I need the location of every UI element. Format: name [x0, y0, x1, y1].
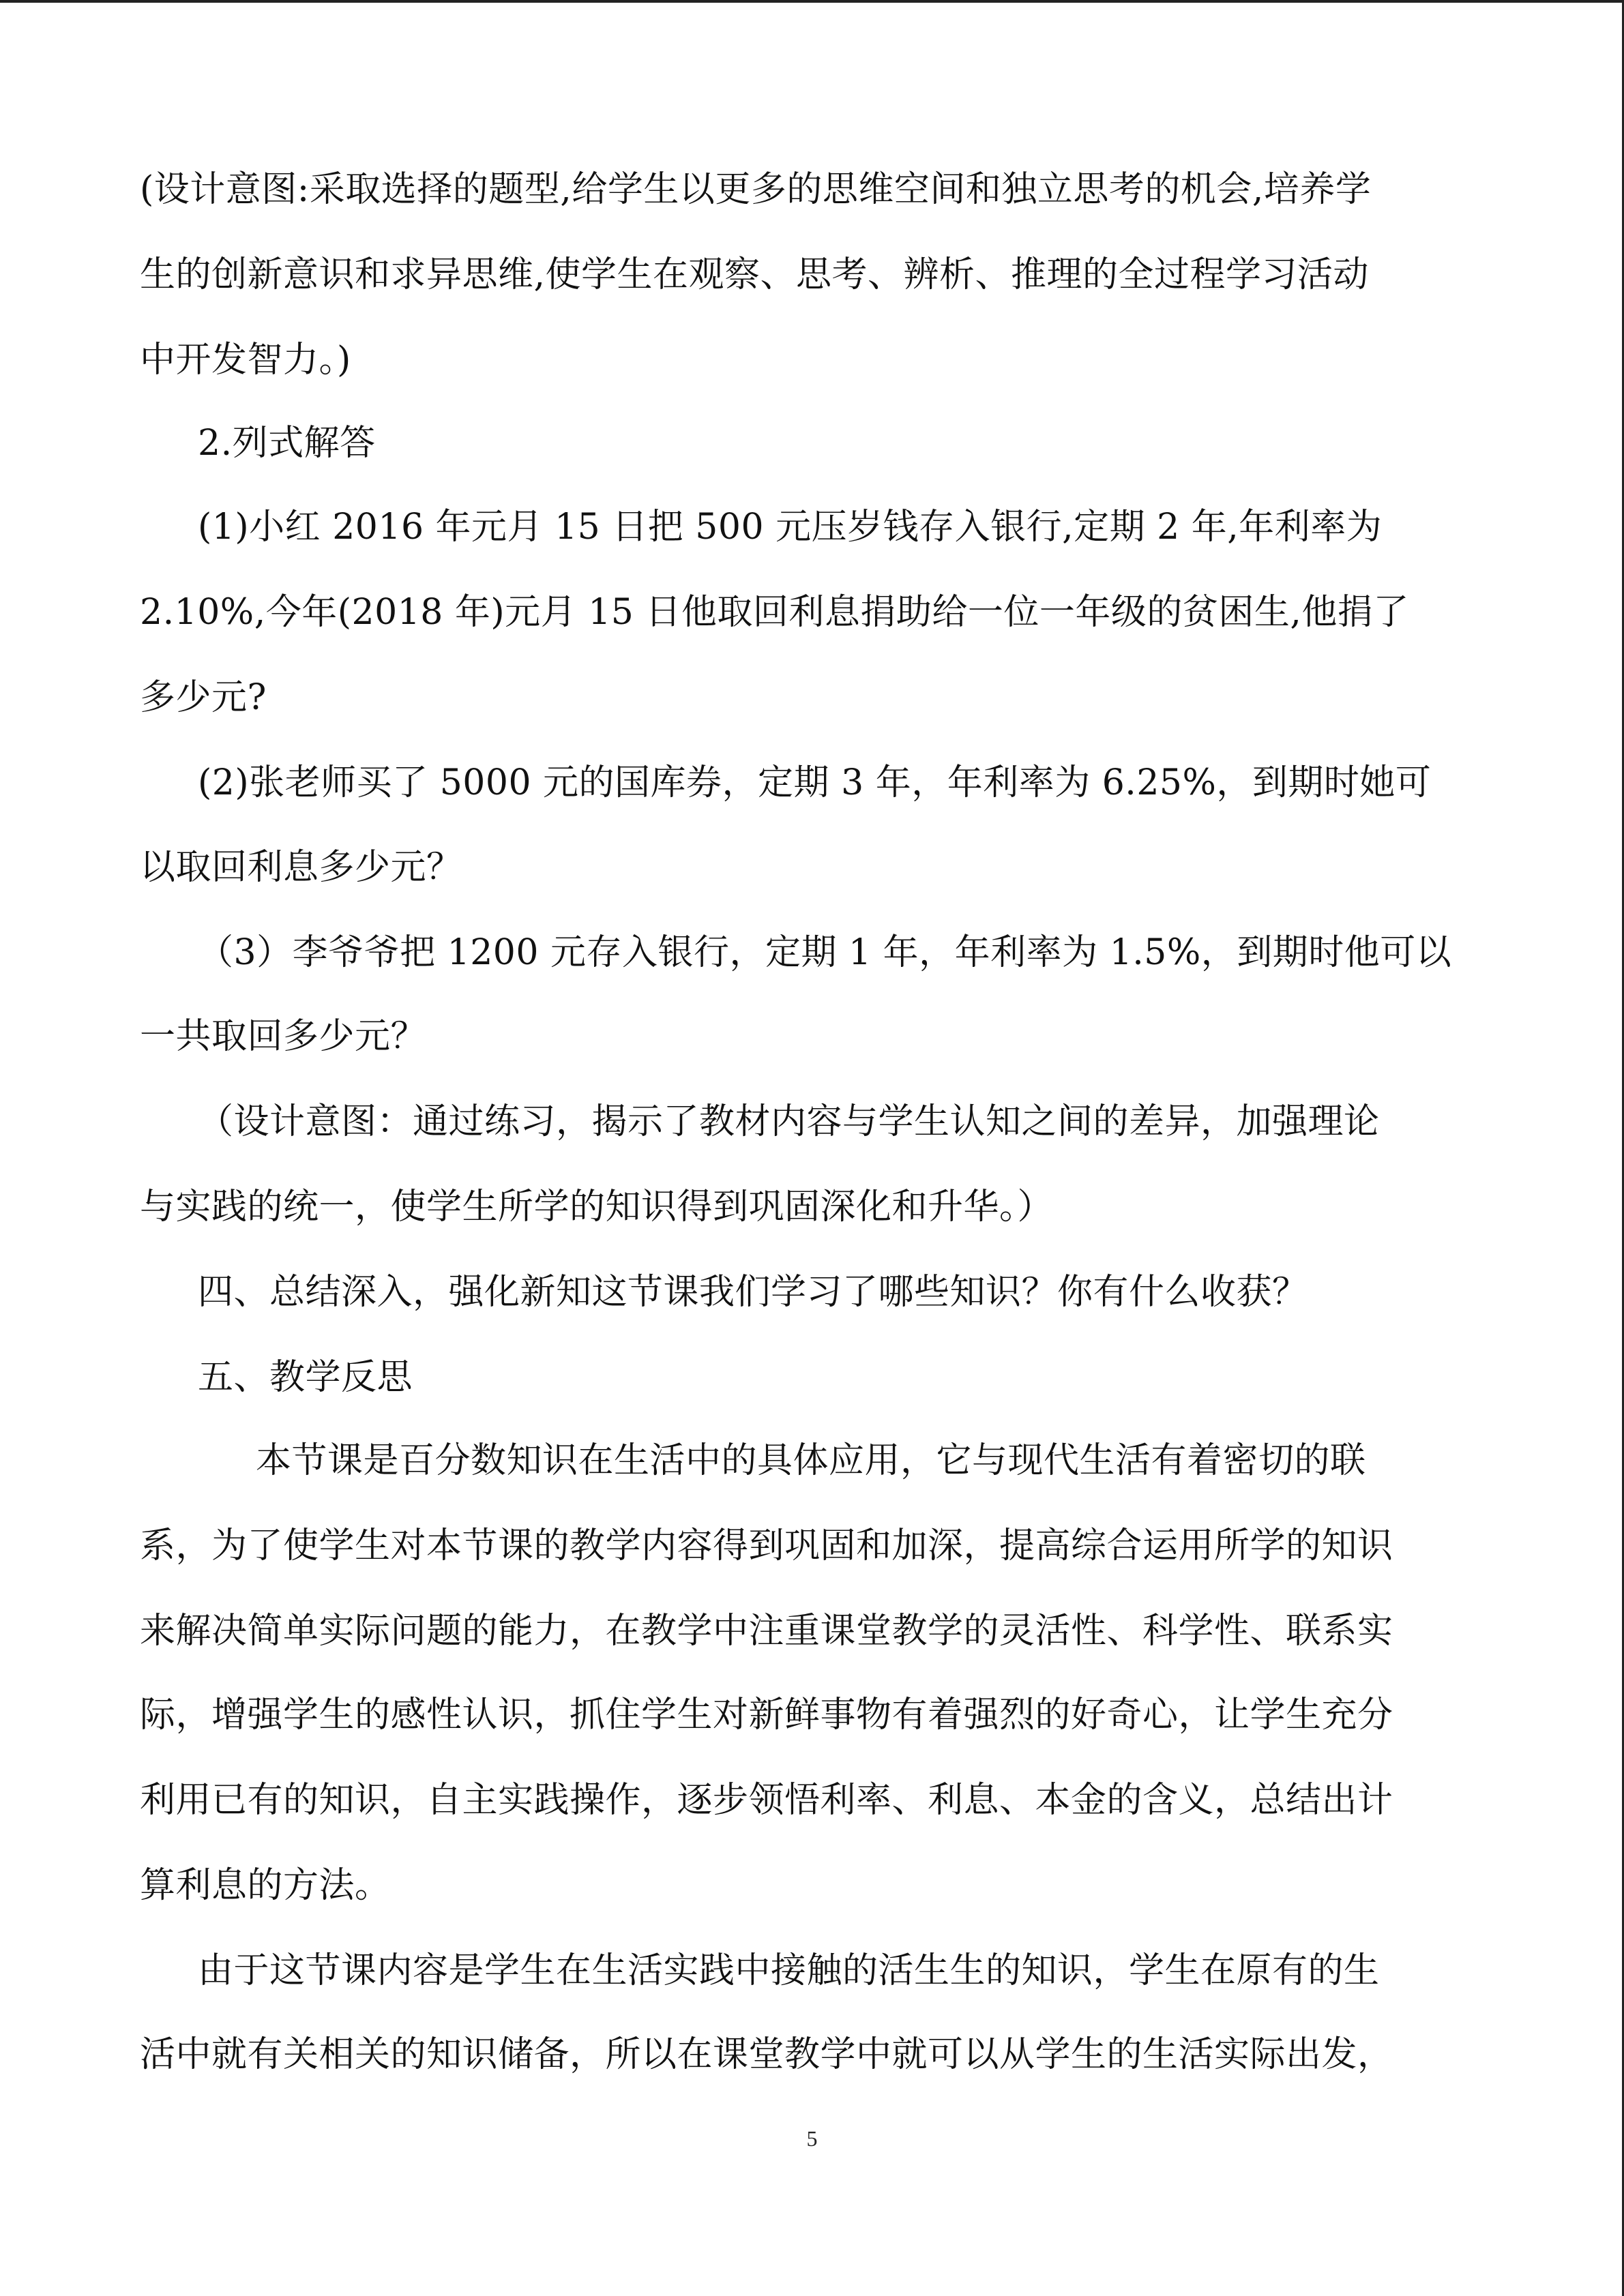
page-number: 5 — [806, 2126, 818, 2151]
text-line: (设计意图:采取选择的题型,给学生以更多的思维空间和独立思考的机会,培养学 — [140, 169, 1372, 210]
text-line: 2.列式解答 — [198, 423, 376, 464]
text-line: 与实践的统一，使学生所学的知识得到巩固深化和升华。） — [140, 1187, 1054, 1227]
text-line: 来解决简单实际问题的能力，在教学中注重课堂教学的灵活性、科学性、联系实 — [140, 1611, 1393, 1652]
text-line: 中开发智力。) — [140, 340, 351, 381]
page-border-top — [0, 0, 1624, 3]
text-line: 际，增强学生的感性认识，抓住学生对新鲜事物有着强烈的好奇心，让学生充分 — [140, 1695, 1393, 1735]
text-line: 一共取回多少元？ — [140, 1016, 427, 1057]
text-line: (1)小红 2016 年元月 15 日把 500 元压岁钱存入银行,定期 2 年,年利率为 — [198, 507, 1383, 548]
text-line: （设计意图：通过练习，揭示了教材内容与学生认知之间的差异，加强理论 — [198, 1101, 1380, 1142]
text-line: 利用已有的知识，自主实践操作，逐步领悟利率、利息、本金的含义，总结出计 — [140, 1780, 1393, 1821]
text-line: 算利息的方法。 — [140, 1865, 391, 1906]
text-line: 2.10%,今年(2018 年)元月 15 日他取回利息捐助给一位一年级的贫困生,他捐了 — [140, 592, 1409, 633]
text-line: 活中就有关相关的知识储备，所以在课堂教学中就可以从学生的生活实际出发， — [140, 2034, 1393, 2075]
text-line: 五、教学反思 — [198, 1357, 413, 1398]
text-line: 四、总结深入，强化新知这节课我们学习了哪些知识？你有什么收获？ — [198, 1272, 1308, 1313]
text-line: （3）李爷爷把 1200 元存入银行，定期 1 年，年利率为 1.5%，到期时他可以 — [198, 932, 1452, 973]
text-line: 系，为了使学生对本节课的教学内容得到巩固和加深，提高综合运用所学的知识 — [140, 1525, 1393, 1566]
text-line: 本节课是百分数知识在生活中的具体应用，它与现代生活有着密切的联 — [256, 1440, 1366, 1481]
text-line: 以取回利息多少元？ — [140, 847, 462, 888]
text-line: 多少元? — [140, 677, 267, 718]
text-line: 由于这节课内容是学生在生活实践中接触的活生生的知识，学生在原有的生 — [198, 1950, 1380, 1991]
text-line: (2)张老师买了 5000 元的国库券，定期 3 年，年利率为 6.25%，到期时她可 — [198, 762, 1432, 803]
text-line: 生的创新意识和求异思维,使学生在观察、思考、辨析、推理的全过程学习活动 — [140, 254, 1370, 295]
